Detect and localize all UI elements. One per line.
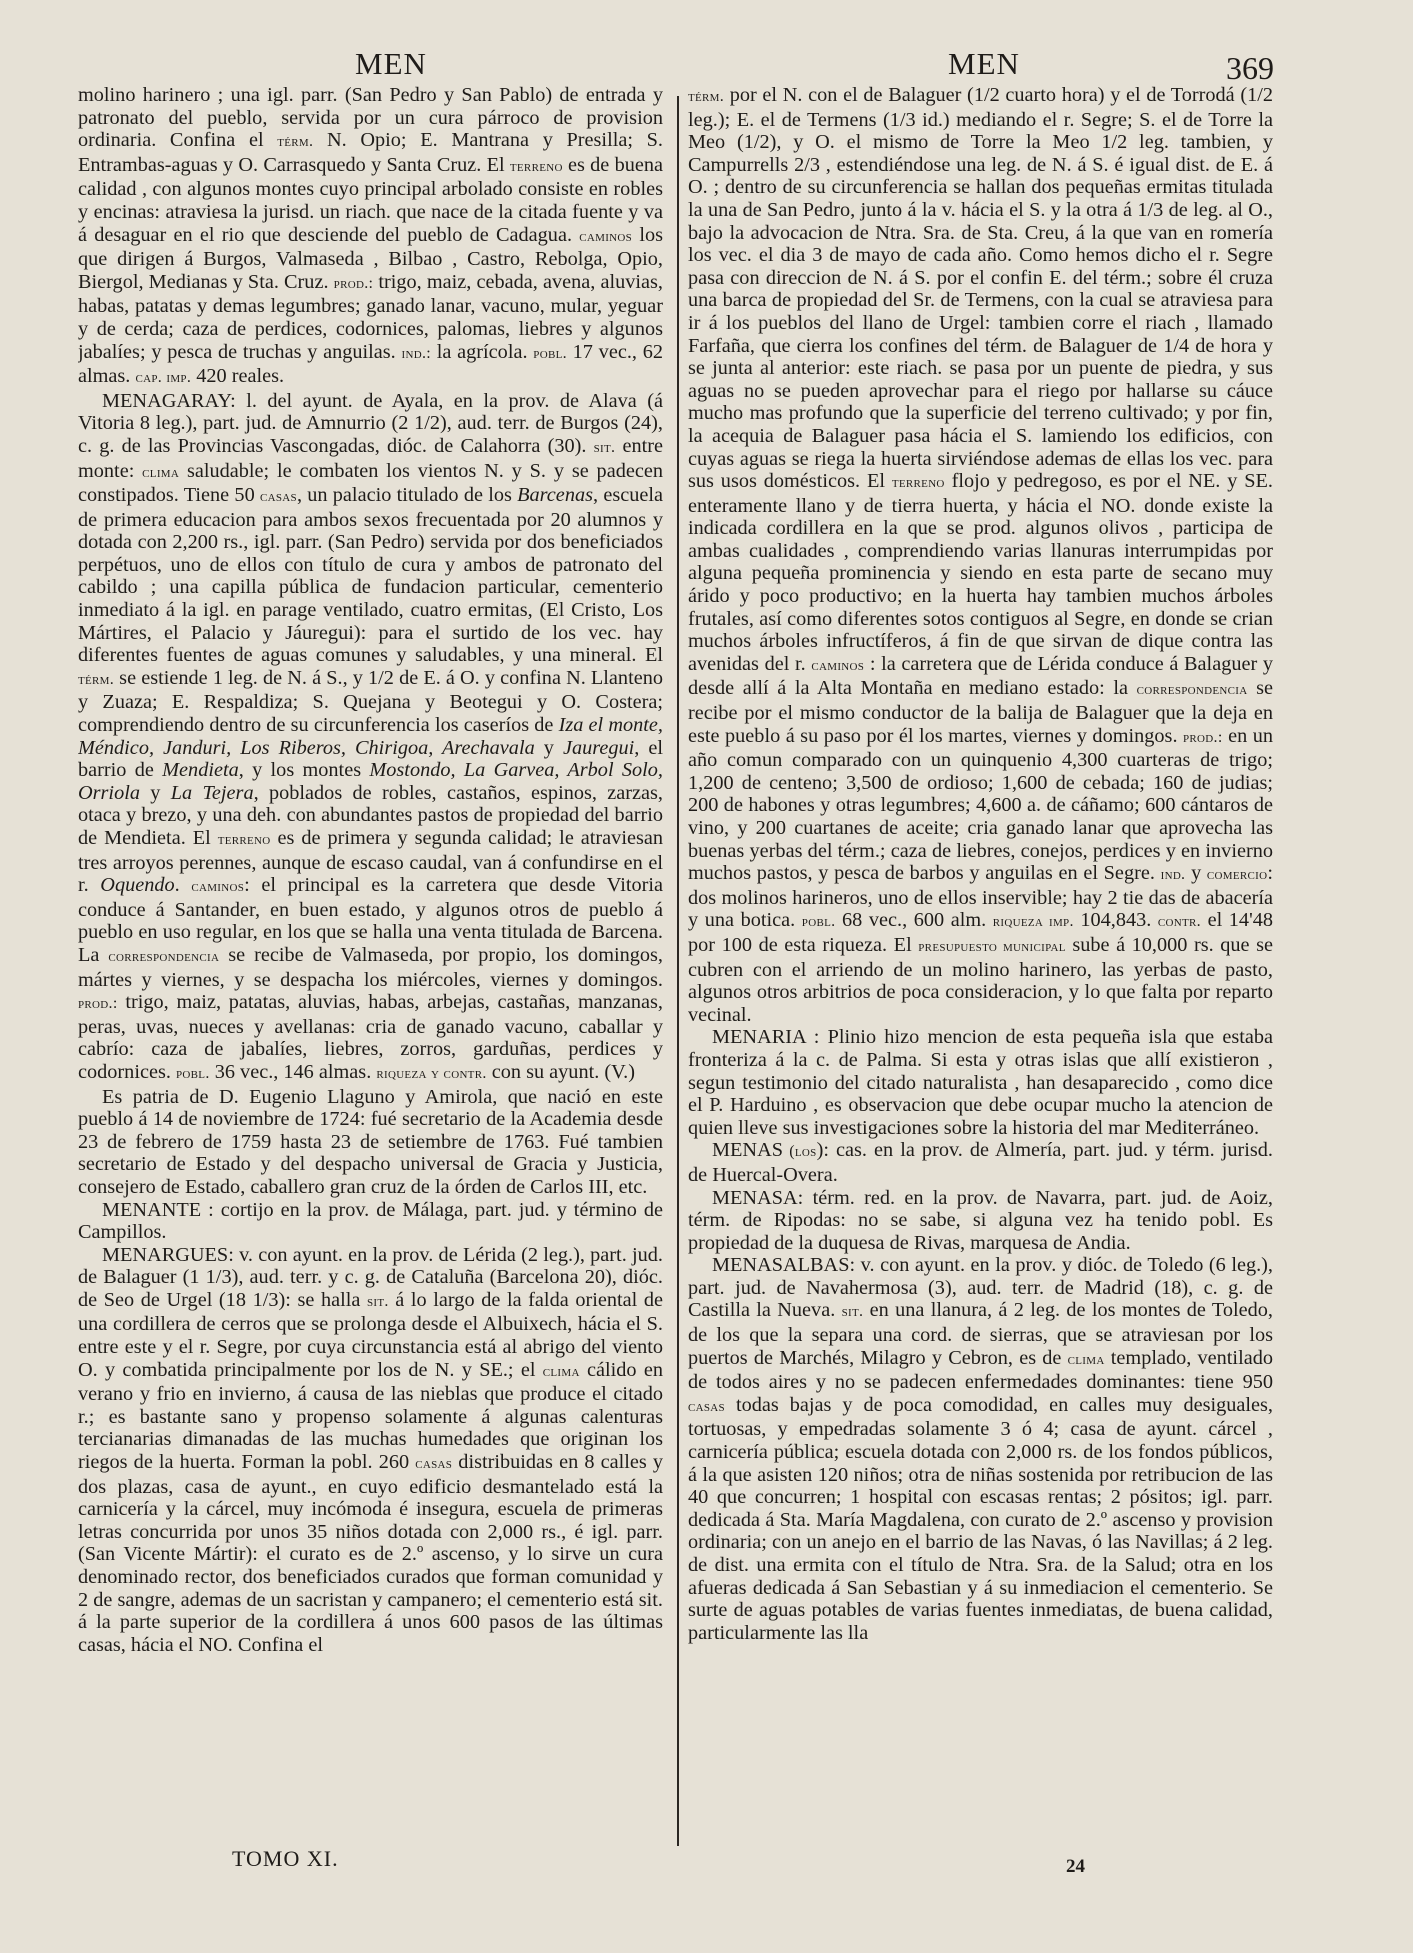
entry-headword: MENARGUES — [102, 1243, 229, 1266]
small-caps-term: riqueza imp. — [992, 913, 1074, 931]
small-caps-term: ind.: — [401, 344, 432, 362]
entry-paragraph — [688, 1187, 1273, 1255]
entry-paragraph — [78, 1244, 663, 1657]
continued-paragraph — [688, 84, 1273, 1026]
small-caps-term: terreno — [217, 831, 271, 848]
small-caps-term: comercio — [1206, 866, 1268, 884]
small-caps-term: (los — [783, 1143, 817, 1161]
italic-name: Jauregui — [562, 736, 635, 759]
entry-text: N. Opio; E. Mantrana y Presilla; S. Entrambas-aguas y O. Carrasquedo y Santa Cruz. El — [78, 129, 663, 176]
entry-text: ): cas. en la prov. de Almería, part. jud. y térm. jurisd. de Huercal-Overa. — [688, 1139, 1273, 1186]
entry-headword: MENAGARAY — [102, 389, 231, 412]
entry-text: : el principal es la carretera que desde Vitoria conduce á Santander, en buen estado, y algunos otros de pueblo á pueblo en uso regular, en los que se halla una venta titulada de Barcena. La — [78, 874, 663, 966]
italic-name: Mendieta — [162, 759, 239, 782]
entry-headword: MENANTE — [102, 1198, 202, 1221]
entry-text: es de primera y segunda calidad; le atraviesan tres arroyos perennes, aunque de escaso caudal, van á confundirse en el r. — [78, 827, 663, 897]
entry-text: trigo, maiz, cebada, avena, aluvias, habas, patatas y demas legumbres; ganado lanar, vacuno, mular, yeguar y de cerda; caza de perdices, codornices, palomas, liebres y algunos jabalíes; y pesca de truchas y anguilas. — [78, 270, 663, 363]
entry-text: se recibe de Valmaseda, por propio, los domingos, mártes y viernes, y se despacha los miércoles, viernes y domingos. — [78, 943, 663, 991]
continued-paragraph — [78, 84, 663, 390]
small-caps-term: presupuesto municipal — [918, 937, 1066, 955]
entry-text: 104,843. — [1073, 909, 1158, 932]
entry-text: : térm. red. en la prov. de Navarra, part. jud. de Aoiz, térm. de Ripodas: no se sabe, si alguna vez ha tenido pobl. Es propiedad de la duquesa de Rivas, marquesa de Andia. — [688, 1186, 1273, 1254]
entry-text: flojo y pedregoso, es por el NE. y SE. enteramente llano y de tierra huerta, y hácia el NO. donde existe la indicada cordillera en la que se prod. algunos olivos , participa de ambas cualidades , comprendiendo varias llanuras interrumpidas por alguna pequeña prominencia y siendo en esta parte de secano muy árido y poco productivo; en la huerta hay tambien muchos árboles frutales, así como diferentes sotos contiguos al Segre, en donde se crian muchos árboles infructíferos, á fin de que sirvan de dique contra las avenidas del r. — [688, 470, 1273, 675]
small-caps-term: térm. — [688, 88, 725, 105]
entry-text: entre monte: — [78, 434, 663, 482]
right-column — [688, 84, 1273, 1834]
small-caps-term: correspondencia — [1136, 681, 1248, 699]
small-caps-term: térm. — [277, 133, 314, 151]
column-divider — [677, 96, 679, 1846]
italic-name: Barcenas — [517, 484, 593, 507]
small-caps-term: contr. — [1157, 913, 1201, 931]
entry-text: es de buena calidad , con algunos montes cuyo principal arbolado consiste en robles y encinas: atraviesa la jurisd. un riach. que nace de la citada fuente y va á desaguar en el rio que desciende del pueblo de Cadagua. — [78, 153, 663, 246]
small-caps-term: terreno — [509, 157, 563, 175]
entry-text: cálido en verano y frio en invierno, á causa de las nieblas que produce el citado r.; es bastante sano y propenso solamente á algunas calenturas tercianarias dimanadas de las muchas humedades que originan los riegos de la huerta. Forman la pobl. 260 — [78, 1358, 663, 1474]
small-caps-term: clima — [142, 463, 180, 481]
entry-text: á lo largo de la falda oriental de una cordillera de cerros que se prolonga desde el Albuixech, hácia el S. entre este y el r. Segre, por cuya circunstancia está al abrigo del viento O. y combatida principalmente por los de N. y SE.; el — [78, 1288, 663, 1381]
small-caps-term: ind. — [1160, 866, 1186, 884]
italic-name: Mostondo, La Garvea, Arbol Solo, Orriola — [78, 759, 663, 804]
italic-name: Iza el monte, Méndico, Janduri, Los Riberos, Chirigoa, Arechavala — [78, 714, 663, 759]
entry-text: distribuidas en 8 calles y dos plazas, casa de ayunt., en cuyo edificio desmantelado está la carnicería y la cárcel, muy incómoda é insegura, escuela de primeras letras concurrida por unos 35 niños dotada con 2,000 rs., é igl. parr. (San Vicente Mártir): el curato es de 2.º ascenso, y lo sirve un cura denominado rector, dos beneficiados curados que forman comunidad y 2 de sangre, ademas de un sacristan y campanero; el cementerio está sit. á la parte superior de la cordillera á unos 600 pasos de las últimas casas, hácia el NO. Confina el — [78, 1451, 663, 1656]
entry-paragraph — [78, 1199, 663, 1244]
small-caps-term: riqueza y contr. — [376, 1064, 487, 1082]
entry-text: . — [174, 874, 192, 897]
entry-text: se recibe por el mismo conductor de la balija de Balaguer que la deja en este pueblo á su paso por él los martes, viernes y domingos. — [688, 677, 1273, 747]
small-caps-term: pobl. — [801, 913, 836, 931]
entry-text: en un año comun comparado con un quinquenio 4,300 cuarteras de trigo; 1,200 de centeno; 3,500 de ordioso; 1,600 de cebada; 160 de judias; 200 de habones y otras legumbres; 4,600 a. de cáñamo; 600 cántaros de vino, y 200 cuartanes de aceite; cria ganado lanar que aprovecha las buenas yerbas del térm.; caza de liebres, conejos, perdices y en invierno muchos pastos, y pesca de barbos y anguilas en el Segre. — [688, 724, 1273, 885]
signature-mark: 24 — [1066, 1856, 1085, 1877]
entry-text: y — [139, 781, 171, 804]
entry-text: 36 vec., 146 almas. — [209, 1060, 377, 1083]
small-caps-term: clima — [1067, 1350, 1105, 1368]
entry-text: trigo, maiz, patatas, aluvias, habas, arbejas, castañas, manzanas, peras, uvas, nueces y avellanas: cria de ganado vacuno, caballar y cabrío: caza de jabalíes, liebres, zorros, garduñas, perdices y codornices. — [78, 991, 663, 1083]
entry-text: , un palacio titulado de los — [296, 484, 518, 507]
small-caps-term: sit. — [367, 1292, 389, 1310]
small-caps-term: caminos — [811, 656, 865, 674]
entry-text: molino harinero ; una igl. parr. (San Pedro y San Pablo) de entrada y patronato del pueblo, servida por un cura párroco de provision ordinaria. Confina el — [78, 84, 663, 152]
entry-text: saludable; le combaten los vientos N. y S. y se padecen constipados. Tiene 50 — [78, 459, 663, 507]
entry-text: los que dirigen á Burgos, Valmaseda , Bilbao , Castro, Rebolga, Opio, Biergol, Medianas y Sta. Cruz. — [78, 223, 663, 293]
small-caps-term: caminos — [191, 878, 245, 896]
small-caps-term: sit. — [841, 1303, 864, 1321]
entry-text: : dos molinos harineros, uno de ellos inservible; hay 2 tie das de abacería y una botica. — [688, 862, 1273, 932]
entry-text: templado, ventilado de todos aires y no se padecen enfermedades dominantes: tiene 950 — [688, 1346, 1273, 1394]
entry-text: , poblados de robles, castaños, espinos, zarzas, otaca y brezo, y una deh. con abundantes pastos de propiedad del barrio de Mendieta. El — [78, 781, 663, 849]
small-caps-term: caminos — [579, 227, 633, 245]
entry-text: por el N. con el de Balaguer (1/2 cuarto hora) y el de Torrodá (1/2 leg.); E. el de Termens (1/3 id.) mediando el r. Segre; S. el de Torre la Meo (1/2), y O. el mismo de Torre la Meo 1/2 leg. tambien, y Campurrells 2/3 , estendiéndose una leg. de N. á S. é igual dist. de E. á O. ; dentro de su circunferencia se hallan dos pequeñas ermitas titulada la una de San Pedro, junto á la v. hácia el S. y la otra á 1/3 de leg. al O., bajo la advocacion de Ntra. Sra. de Sta. Creu, á la que van en romería los vec. el dia 3 de mayo de cada año. Como hemos dicho el r. Segre pasa con direccion de N. á S. por el confin E. del térm.; sobre él cruza una barca de propiedad del Sr. de Termens, con la cual se atraviesa para ir á los pueblos del llano de Urgel: tambien corre el riach , llamado Farfaña, que cierra los confines del térm. de Balaguer de 1/4 de hora y se junta al anterior: este riach. se pasa por un puente de piedra, y sus aguas no se pueden aprovechar para el riego por hallarse su cáuce mucho mas profundo que la superficie del terreno cultivado; y por fin, la acequia de Balaguer pasa hácia el S. lamiendo los edificios, con cuyas aguas se riega la huerta sirviéndose ademas de ellas los vec. para sus usos domésticos. El — [688, 84, 1273, 493]
entry-text: Es patria de D. Eugenio Llaguno y Amirola, que nació en este pueblo á 14 de noviembre de 1724: fué secretario de la Academia desde 23 de febrero de 1759 hasta 23 de setiembre de 1763. Fué tambien secretario de Estado y del despacho universal de Gracia y Justicia, consejero de Estado, caballero gran cruz de la órden de Carlos III, etc. — [78, 1085, 663, 1198]
small-caps-term: prod.: — [1183, 728, 1223, 746]
small-caps-term: pobl. — [176, 1064, 210, 1082]
entry-text: : Plinio hizo mencion de esta pequeña isla que estaba fronteriza á la c. de Palma. Si esta y otras islas que allí existieron , segun testimonio del citado naturalista , han desaparecido , como dice el P. Harduino , es observacion que debe ocupar mucho la atencion de quien lleve sus investigaciones sobre la historia del mar Mediterráneo. — [688, 1026, 1273, 1139]
small-caps-term: prod.: — [333, 274, 374, 292]
entry-text: el 14'48 por 100 de esta riqueza. El — [688, 909, 1273, 956]
left-column — [78, 84, 663, 1834]
entry-text: : v. con ayunt. en la prov. de Lérida (2 leg.), part. jud. de Balaguer (1 1/3), aud. terr. y c. g. de Cataluña (Barcelona 20), dióc. de Seo de Urgel (18 1/3): se halla — [78, 1243, 663, 1311]
small-caps-term: prod.: — [78, 995, 118, 1013]
entry-headword: MENAS — [712, 1139, 783, 1162]
running-head-left: MEN — [355, 46, 427, 81]
page-number: 369 — [1226, 50, 1274, 86]
entry-text: 420 reales. — [191, 365, 285, 388]
small-caps-term: térm. — [78, 670, 115, 688]
entry-text: y — [534, 736, 563, 759]
small-caps-term: cap. imp. — [135, 369, 192, 387]
italic-name: La Tejera — [170, 781, 254, 804]
small-caps-term: terreno — [891, 474, 945, 492]
entry-paragraph — [78, 390, 663, 1086]
entry-headword: MENARIA — [712, 1026, 806, 1049]
small-caps-term: clima — [542, 1362, 580, 1380]
small-caps-term: sit. — [593, 438, 616, 456]
volume-label: TOMO XI. — [232, 1846, 339, 1871]
small-caps-term: casas — [688, 1397, 725, 1415]
entry-text: : cortijo en la prov. de Málaga, part. jud. y término de Campillos. — [78, 1198, 663, 1244]
small-caps-term: casas — [259, 488, 297, 506]
entry-text: en una llanura, á 2 leg. de los montes de Toledo, de los que la separa una cord. de sierras, que se atraviesan por los puertos de Marchés, Milagro y Cebron, es de — [688, 1299, 1273, 1369]
running-head-right: MEN — [948, 46, 1020, 81]
entry-text: 68 vec., 600 alm. — [835, 909, 993, 932]
entry-text: , escuela de primera educacion para ambos sexos frecuentada por 20 alumnos y dotada con 2,200 rs., igl. parr. (San Pedro) servida por dos beneficiados perpétuos, uno de ellos con título de cura y ambos de patronato del cabildo ; una capilla pública de fundacion particular, cementerio inmediato á la igl. en parage ventilado, cuatro ermitas, (El Cristo, Los Mártires, el Palacio y Jáuregui): para el surtido de los vec. hay diferentes fuentes de aguas comunes y saludables, y una mineral. El — [78, 484, 663, 667]
small-caps-term: pobl. — [533, 344, 567, 362]
entry-headword: MENASA — [712, 1186, 798, 1209]
italic-name: Oquendo — [100, 874, 175, 897]
entry-text: todas bajas y de poca comodidad, en calles muy desiguales, tortuosas, y empedradas solamente 3 ó 4; casa de ayunt. cárcel , carnicería pública; escuela dotada con 2,000 rs. de los fondos públicos, á la que asisten 120 niños; otra de niñas sostenida por retribucion de las 40 que concurren; 1 hospital con escasas rentas; 2 pósitos; igl. parr. dedicada á Sta. María Magdalena, con curato de 2.º ascenso y provision ordinaria; con un anejo en el barrio de las Navas, ó las Navillas; á 2 leg. de dist. una ermita con el título de Ntra. Sra. de la Salud; otra en los afueras dedicada á San Sebastian y á su inmediacion el cementerio. Se surte de aguas potables de varias fuentes inmediatas, de buena calidad, particularmente las lla — [688, 1393, 1273, 1644]
entry-text: la agrícola. — [431, 340, 534, 363]
small-caps-term: casas — [415, 1455, 453, 1473]
entry-paragraph — [688, 1026, 1273, 1139]
entry-text: : v. con ayunt. en la prov. y dióc. de Toledo (6 leg.), part. jud. de Navahermosa (3), aud. terr. de Madrid (18), c. g. de Castilla la Nueva. — [688, 1254, 1273, 1322]
entry-text: y — [1185, 862, 1207, 885]
entry-paragraph — [688, 1139, 1273, 1186]
entry-text: : la carretera que de Lérida conduce á Balaguer y desde allí á la Alta Montaña en mediano estado: la — [688, 652, 1273, 700]
entry-text: se estiende 1 leg. de N. á S., y 1/2 de E. á O. y confina N. Llanteno y Zuaza; E. Respaldiza; S. Quejana y Beotegui y O. Costera; comprendiendo dentro de su circunferencia los caseríos de — [78, 666, 663, 737]
entry-text: 17 vec., 62 almas. — [78, 340, 663, 388]
entry-text: sube á 10,000 rs. que se cubren con el arriendo de un molino harinero, las yerbas de pasto, algunos otros arbitrios de poca consideracion, y lo que falta por reparto vecinal. — [688, 933, 1273, 1026]
entry-text: con su ayunt. (V.) — [486, 1060, 635, 1083]
entry-paragraph — [688, 1254, 1273, 1644]
entry-headword: MENASALBAS — [712, 1254, 850, 1277]
entry-text: : l. del ayunt. de Ayala, en la prov. de Alava (á Vitoria 8 leg.), part. jud. de Amnurrio (2 1/2), aud. terr. de Burgos (24), c. g. de las Provincias Vascongadas, dióc. de Calahorra (30). — [78, 389, 663, 457]
small-caps-term: correspondencia — [108, 947, 220, 965]
entry-text: , el barrio de — [78, 736, 663, 782]
entry-text: , y los montes — [238, 759, 370, 782]
entry-paragraph — [78, 1086, 663, 1199]
